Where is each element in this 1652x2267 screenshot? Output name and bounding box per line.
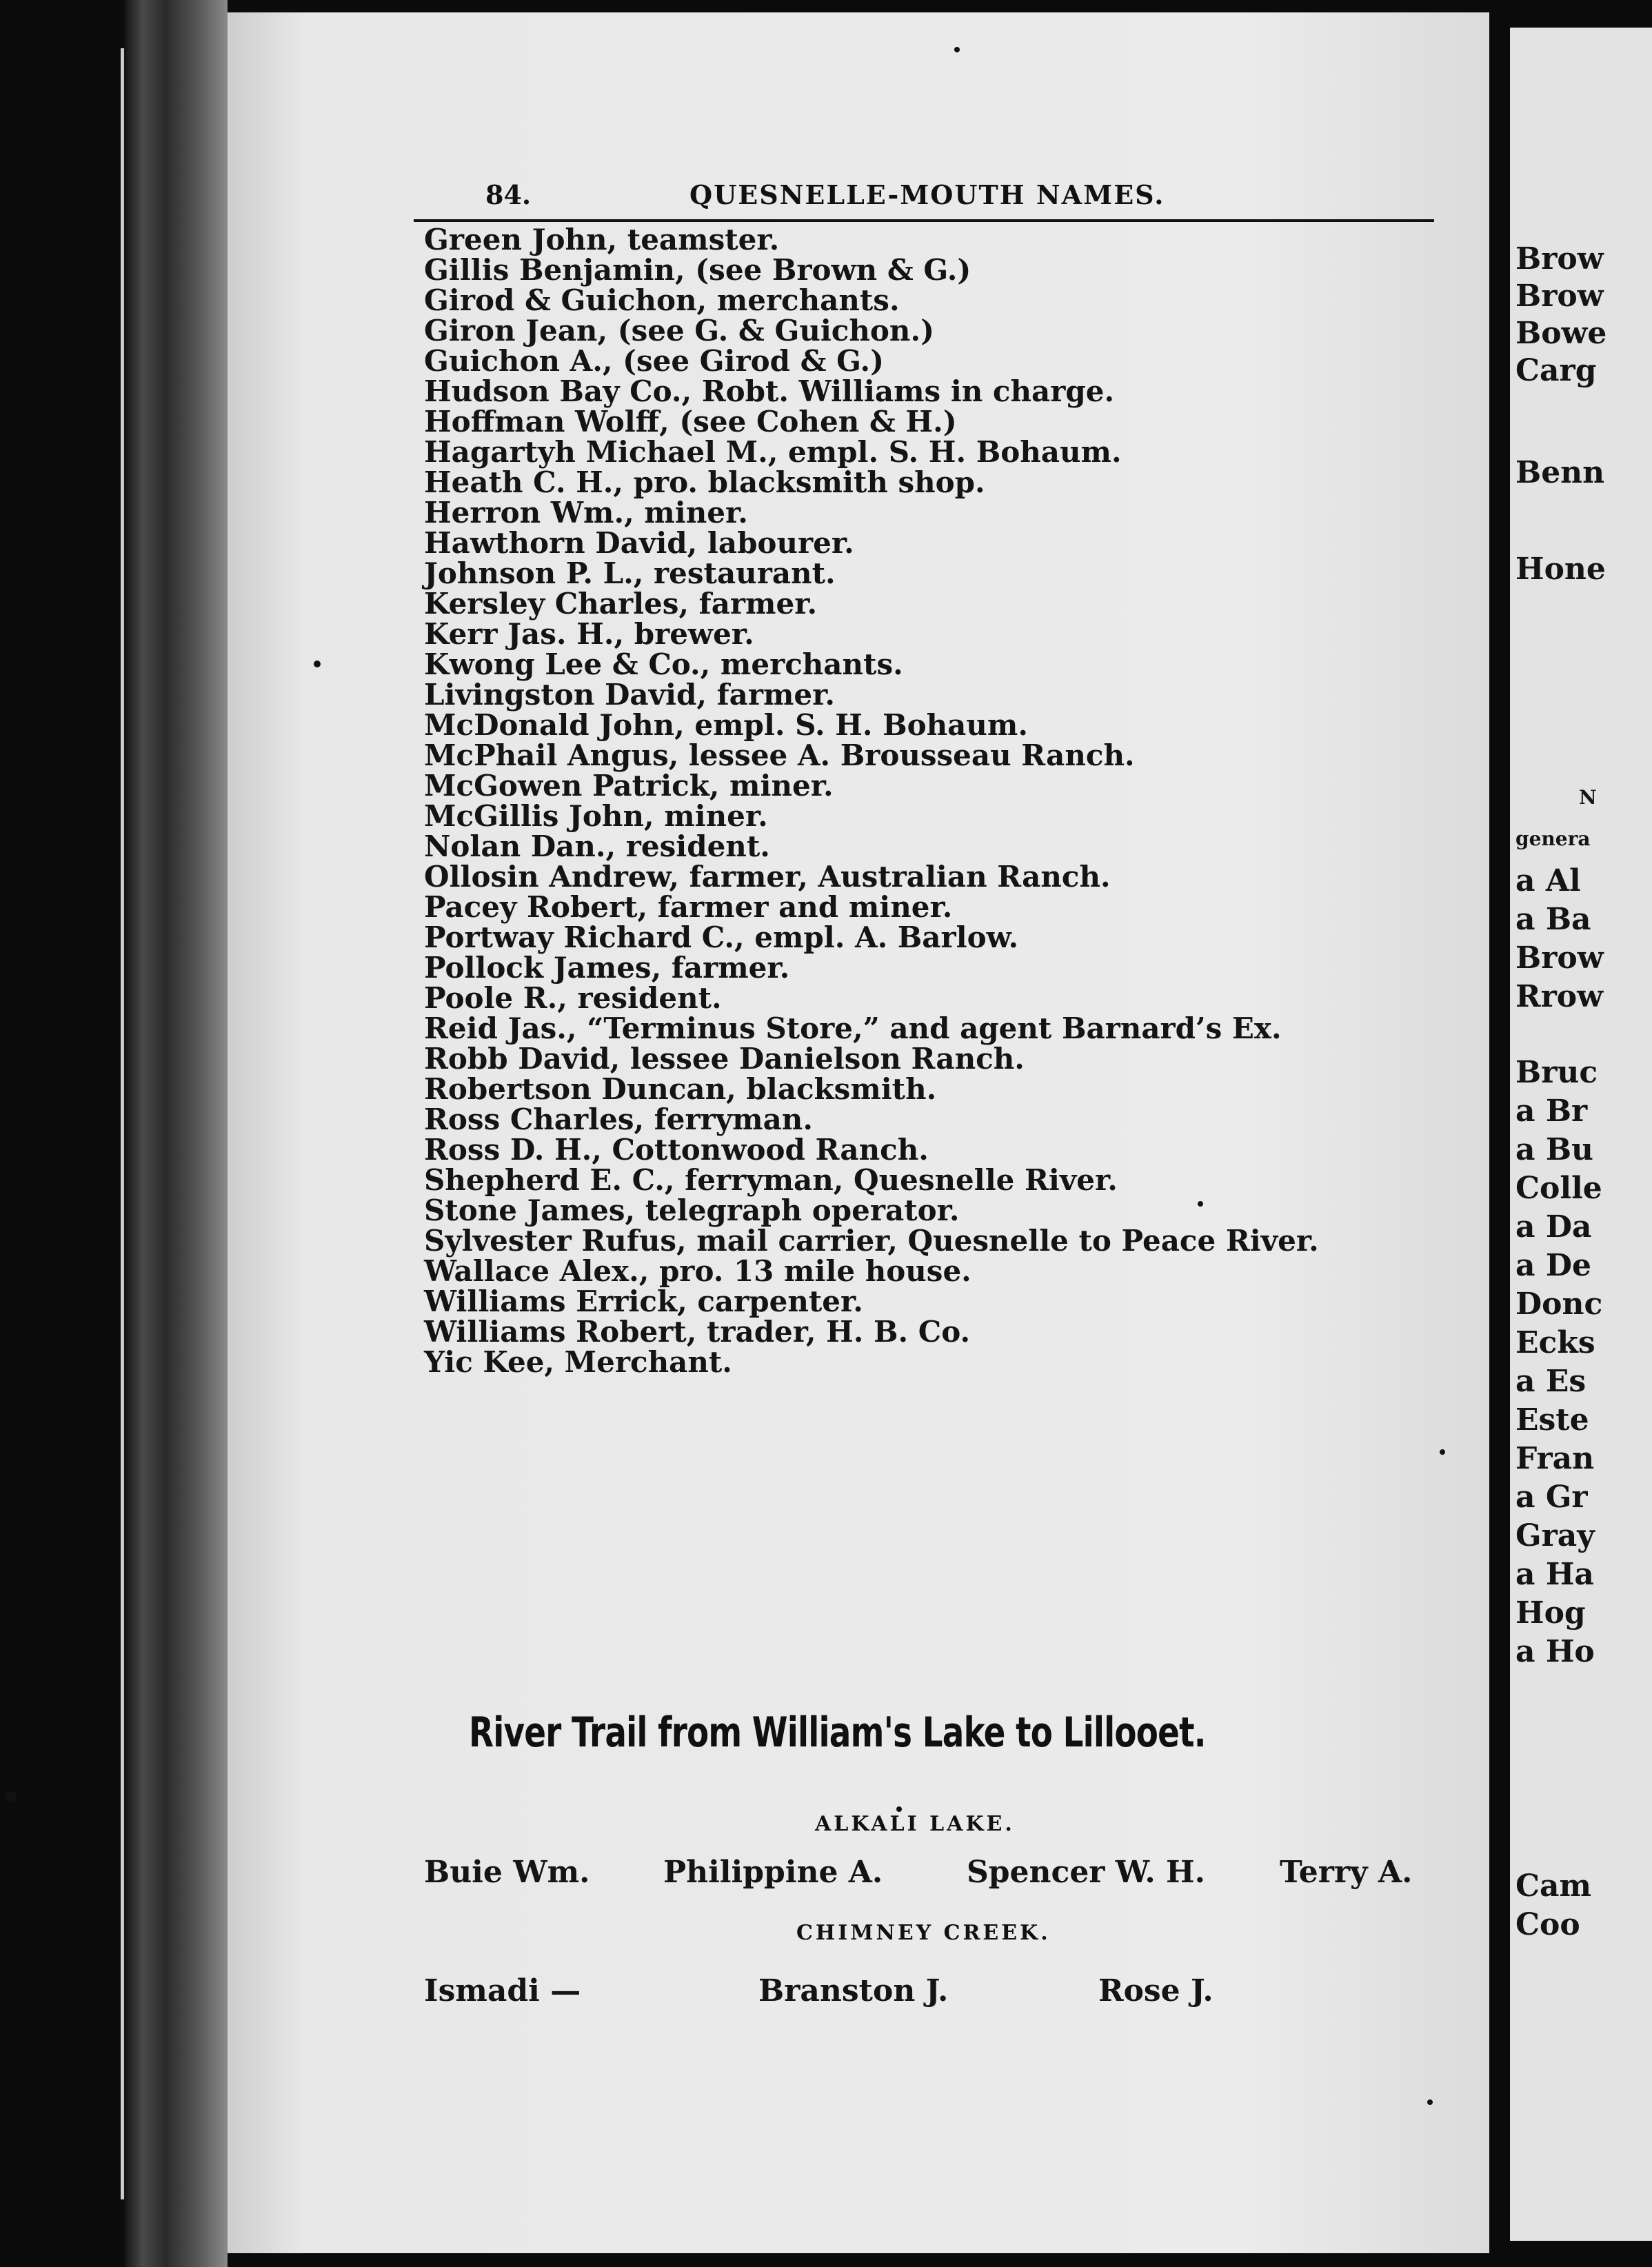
directory-entry: Williams Errick, carpenter. (424, 1284, 863, 1318)
directory-entry: Pollock James, farmer. (424, 951, 790, 985)
facing-page-text: Colle (1515, 1171, 1602, 1206)
facing-page-text: genera (1515, 827, 1591, 850)
page-gutter (1489, 0, 1510, 2267)
directory-entry: Ross Charles, ferryman. (424, 1102, 813, 1136)
section-title: River Trail from William's Lake to Lillooet. (469, 1709, 1206, 1757)
directory-entry: Wallace Alex., pro. 13 mile house. (424, 1254, 971, 1288)
ink-speck (314, 661, 321, 667)
facing-page-text: a De (1515, 1248, 1591, 1283)
directory-entry: Hoffman Wolff, (see Cohen & H.) (424, 405, 957, 439)
facing-page-text: Donc (1515, 1287, 1603, 1322)
resident-name: Buie Wm. (424, 1855, 590, 1890)
directory-entry: Shepherd E. C., ferryman, Quesnelle River. (424, 1163, 1118, 1197)
directory-entry: Guichon A., (see Girod & G.) (424, 344, 885, 378)
facing-page-text: Benn (1515, 455, 1605, 490)
directory-entry: Williams Robert, trader, H. B. Co. (424, 1315, 971, 1349)
ink-speck (1198, 1201, 1203, 1207)
page-header (414, 164, 1434, 222)
facing-page-text: Bowe (1515, 316, 1607, 351)
subhead-alkali-lake: ALKALI LAKE. (815, 1812, 1015, 1836)
subhead-chimney-creek: CHIMNEY CREEK. (796, 1921, 1051, 1945)
running-head: QUESNELLE-MOUTH NAMES. (689, 179, 1165, 210)
directory-entry: Stone James, telegraph operator. (424, 1193, 960, 1227)
directory-entry: Girod & Guichon, merchants. (424, 283, 900, 317)
directory-list (424, 225, 1500, 1378)
facing-page-text: a Br (1515, 1094, 1588, 1129)
directory-entry: Herron Wm., miner. (424, 496, 748, 530)
directory-entry: Kerr Jas. H., brewer. (424, 617, 754, 651)
directory-entry: Portway Richard C., empl. A. Barlow. (424, 920, 1019, 954)
directory-entry: Robb David, lessee Danielson Ranch. (424, 1042, 1025, 1076)
resident-name: Terry A. (1280, 1855, 1413, 1890)
directory-entry: McGillis John, miner. (424, 799, 768, 833)
facing-page-text: Hone (1515, 552, 1606, 587)
facing-page-text: Brow (1515, 940, 1604, 976)
resident-name: Spencer W. H. (967, 1855, 1205, 1890)
facing-page-text: Cam (1515, 1868, 1592, 1904)
ink-speck (1427, 2099, 1433, 2105)
facing-page-text: Coo (1515, 1907, 1580, 1942)
facing-page-text: a Es (1515, 1364, 1586, 1399)
directory-entry: Ollosin Andrew, farmer, Australian Ranch. (424, 860, 1111, 894)
facing-page-text: Gray (1515, 1518, 1595, 1553)
directory-entry: McDonald John, empl. S. H. Bohaum. (424, 708, 1028, 742)
directory-entry: Hudson Bay Co., Robt. Williams in charge. (424, 374, 1115, 408)
directory-entry: Giron Jean, (see G. & Guichon.) (424, 314, 934, 347)
book-spine (124, 0, 228, 2267)
ink-speck (954, 47, 960, 52)
directory-entry: Pacey Robert, farmer and miner. (424, 890, 953, 924)
facing-page-text: Bruc (1515, 1055, 1598, 1090)
facing-page-text: a Da (1515, 1209, 1592, 1245)
directory-entry: Livingston David, farmer. (424, 678, 836, 712)
directory-entry: Gillis Benjamin, (see Brown & G.) (424, 253, 971, 287)
page-number: 84. (485, 179, 532, 210)
facing-page-text: Este (1515, 1402, 1589, 1438)
directory-entry: Kwong Lee & Co., merchants. (424, 647, 903, 681)
directory-entry: McPhail Angus, lessee A. Brousseau Ranch. (424, 738, 1135, 772)
directory-entry: Yic Kee, Merchant. (424, 1345, 732, 1379)
directory-entry: Kersley Charles, farmer. (424, 587, 818, 621)
facing-page-text: a Ha (1515, 1557, 1594, 1592)
facing-page-text: Hog (1515, 1595, 1586, 1631)
directory-entry: Poole R., resident. (424, 981, 722, 1015)
facing-page-text: Rrow (1515, 979, 1603, 1014)
directory-entry: Reid Jas., “Terminus Store,” and agent Barnard’s Ex. (424, 1011, 1282, 1045)
facing-page-text: a Bu (1515, 1132, 1594, 1167)
directory-entry: Nolan Dan., resident. (424, 829, 770, 863)
directory-entry: Hagartyh Michael M., empl. S. H. Bohaum. (424, 435, 1122, 469)
resident-name: Ismadi — (424, 1973, 581, 2008)
facing-page-text: Fran (1515, 1441, 1595, 1476)
facing-page-text: Brow (1515, 279, 1604, 314)
resident-name: Branston J. (758, 1973, 949, 2008)
facing-page-text: N (1579, 786, 1597, 809)
ink-speck (1440, 1449, 1445, 1455)
ink-speck (6, 1791, 17, 1802)
directory-entry: Robertson Duncan, blacksmith. (424, 1072, 937, 1106)
directory-entry: Heath C. H., pro. blacksmith shop. (424, 465, 985, 499)
directory-entry: Hawthorn David, labourer. (424, 526, 854, 560)
directory-entry: McGowen Patrick, miner. (424, 769, 834, 803)
facing-page-text: a Gr (1515, 1480, 1588, 1515)
facing-page-text: a Al (1515, 863, 1581, 898)
facing-page-text: Carg (1515, 353, 1597, 388)
directory-entry: Ross D. H., Cottonwood Ranch. (424, 1133, 929, 1167)
facing-page-text: Ecks (1515, 1325, 1595, 1360)
facing-page-text: a Ho (1515, 1634, 1595, 1669)
directory-entry: Sylvester Rufus, mail carrier, Quesnelle to Peace River. (424, 1224, 1319, 1258)
facing-page-text: Brow (1515, 241, 1604, 276)
ink-speck (896, 1806, 902, 1812)
resident-name: Philippine A. (663, 1855, 883, 1890)
facing-page-text: a Ba (1515, 902, 1591, 937)
directory-entry: Green John, teamster. (424, 223, 780, 256)
directory-entry: Johnson P. L., restaurant. (424, 556, 836, 590)
resident-name: Rose J. (1098, 1973, 1213, 2008)
